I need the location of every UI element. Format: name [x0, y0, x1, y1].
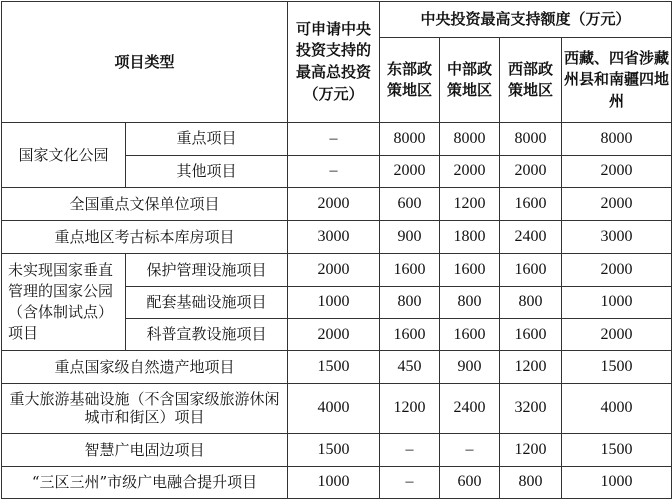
cell-value: 450	[380, 351, 440, 383]
cell-value: 1500	[562, 351, 672, 383]
row-group-label: 国家文化公园	[2, 123, 126, 188]
cell-value: –	[288, 155, 380, 187]
table-row	[2, 434, 672, 466]
cell-value: 4000	[288, 383, 380, 434]
cell-value: 1500	[288, 434, 380, 466]
cell-value: 2000	[562, 319, 672, 351]
cell-value: 800	[440, 286, 500, 318]
header-region-east: 东部政策地区	[380, 38, 440, 123]
cell-value: 900	[380, 221, 440, 254]
cell-value: 900	[440, 351, 500, 383]
cell-value: 1600	[440, 319, 500, 351]
header-project-type: 项目类型	[2, 2, 288, 123]
table-row	[2, 351, 672, 383]
cell-value: 1500	[562, 434, 672, 466]
row-sub-label: 保护管理设施项目	[126, 254, 288, 286]
cell-value: 1200	[500, 434, 562, 466]
row-sub-label: 其他项目	[126, 155, 288, 187]
header-region-west: 西部政策地区	[500, 38, 562, 123]
cell-value: 8000	[380, 123, 440, 155]
cell-value: 600	[380, 187, 440, 220]
cell-value: 2000	[562, 254, 672, 286]
cell-value: 1500	[288, 351, 380, 383]
row-group-label: 重大旅游基础设施（不含国家级旅游休闲城市和街区）项目	[2, 383, 288, 434]
cell-value: 1000	[562, 286, 672, 318]
cell-value: 2000	[440, 155, 500, 187]
cell-value: –	[440, 434, 500, 466]
cell-value: –	[288, 123, 380, 155]
table-row	[2, 466, 672, 498]
table-row	[2, 123, 672, 155]
cell-value: 2000	[562, 187, 672, 220]
cell-value: 8000	[440, 123, 500, 155]
cell-value: 1000	[288, 466, 380, 498]
cell-value: 2000	[500, 155, 562, 187]
row-group-label: 重点国家级自然遗产地项目	[2, 351, 288, 383]
cell-value: –	[380, 434, 440, 466]
cell-value: 800	[380, 286, 440, 318]
row-group-label: 未实现国家垂直管理的国家公园（含体制试点）项目	[2, 254, 126, 351]
cell-value: 2000	[288, 319, 380, 351]
table-row	[2, 187, 672, 220]
cell-value: 1200	[500, 351, 562, 383]
cell-value: 800	[500, 286, 562, 318]
table-row	[2, 221, 672, 254]
cell-value: 1200	[440, 187, 500, 220]
row-sub-label: 重点项目	[126, 123, 288, 155]
cell-value: 8000	[500, 123, 562, 155]
cell-value: 2400	[440, 383, 500, 434]
row-group-label: “三区三州”市级广电融合提升项目	[2, 466, 288, 498]
row-group-label: 全国重点文保单位项目	[2, 187, 288, 220]
cell-value: 1600	[380, 254, 440, 286]
cell-value: 1200	[380, 383, 440, 434]
cell-value: 2000	[562, 155, 672, 187]
cell-value: 1800	[440, 221, 500, 254]
cell-value: 3000	[562, 221, 672, 254]
cell-value: 1600	[500, 319, 562, 351]
row-sub-label: 科普宣教设施项目	[126, 319, 288, 351]
cell-value: 2000	[288, 187, 380, 220]
cell-value: 2400	[500, 221, 562, 254]
row-group-label: 重点地区考古标本库房项目	[2, 221, 288, 254]
header-max-total-investment: 可申请中央投资支持的最高总投资（万元）	[288, 2, 380, 123]
cell-value: 800	[500, 466, 562, 498]
cell-value: –	[380, 466, 440, 498]
cell-value: 2000	[380, 155, 440, 187]
table-row	[2, 383, 672, 434]
cell-value: 1600	[380, 319, 440, 351]
cell-value: 1600	[440, 254, 500, 286]
row-sub-label: 配套基础设施项目	[126, 286, 288, 318]
table-row	[2, 254, 672, 286]
cell-value: 4000	[562, 383, 672, 434]
cell-value: 8000	[562, 123, 672, 155]
cell-value: 1600	[500, 187, 562, 220]
cell-value: 600	[440, 466, 500, 498]
header-region-tibet: 西藏、四省涉藏州县和南疆四地州	[562, 38, 672, 123]
investment-table	[1, 1, 672, 499]
header-central-support: 中央投资最高支持额度（万元）	[380, 2, 672, 38]
cell-value: 1000	[562, 466, 672, 498]
cell-value: 1600	[500, 254, 562, 286]
cell-value: 2000	[288, 254, 380, 286]
cell-value: 1000	[288, 286, 380, 318]
cell-value: 3000	[288, 221, 380, 254]
cell-value: 3200	[500, 383, 562, 434]
row-group-label: 智慧广电固边项目	[2, 434, 288, 466]
header-region-central: 中部政策地区	[440, 38, 500, 123]
